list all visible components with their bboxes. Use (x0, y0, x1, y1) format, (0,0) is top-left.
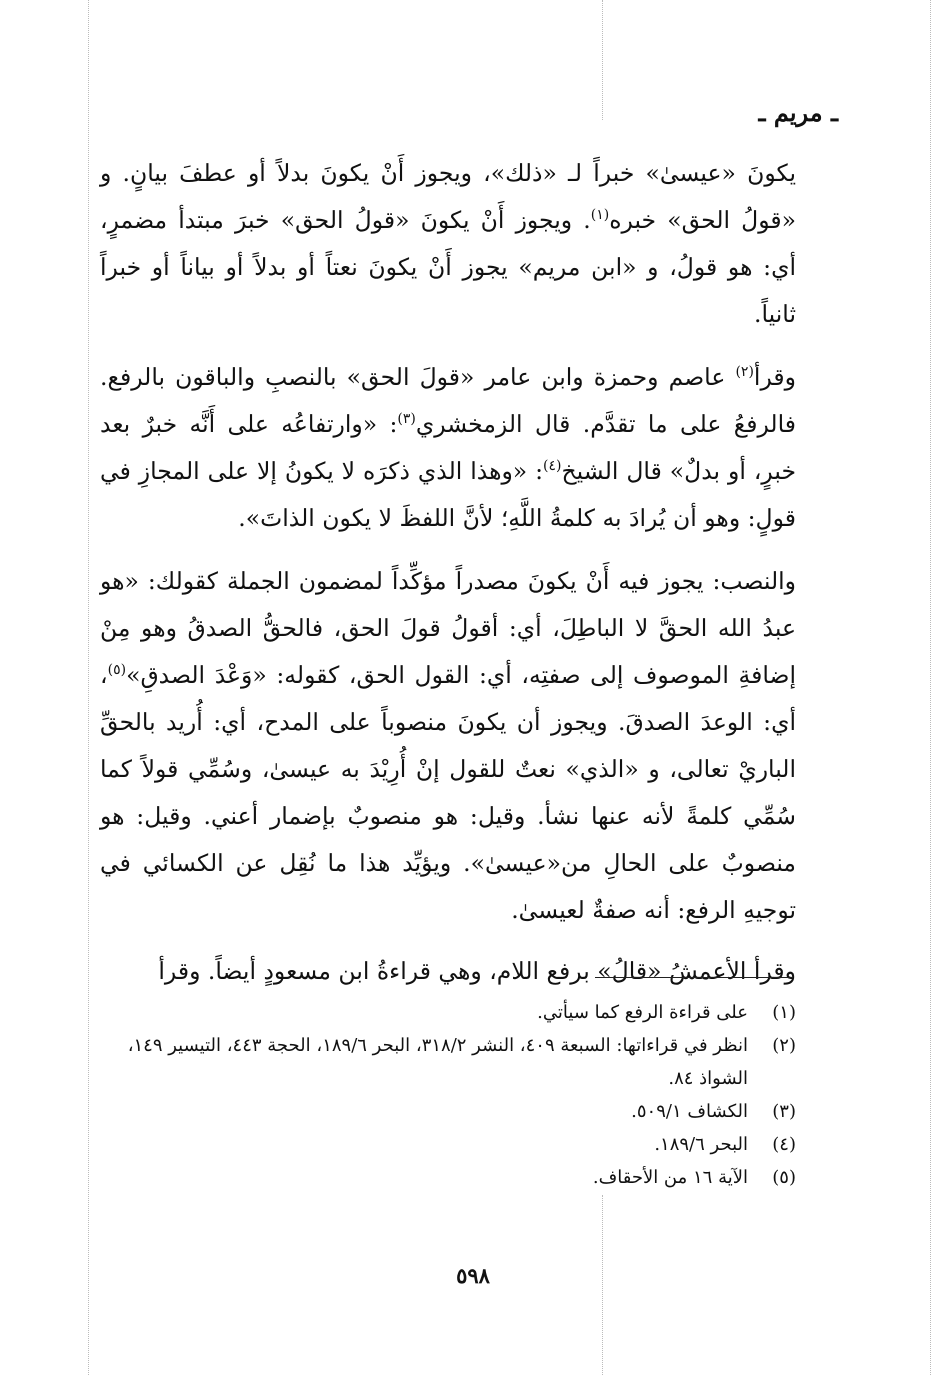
scan-guide-line (602, 0, 603, 120)
footnote-number: (٥) (772, 1167, 796, 1188)
paragraph (100, 150, 796, 338)
paragraph-text: : «وهذا الذي ذكرَه لا يكونُ إلا على المجازِ في قولٍ: وهو أن يُرادَ به كلمةُ اللَّهِ؛ لأنَّ اللفظَ لا يكون الذاتَ». (100, 457, 796, 532)
paragraph-text: وقرأ الأعمشُ «قالُ» برفع اللام، وهي قراءةُ ابن مسعودٍ أيضاً. وقرأ (158, 957, 796, 985)
footnote-text: البحر ١٨٩/٦. (654, 1134, 748, 1155)
footnote-item (100, 996, 796, 1029)
scan-guide-line (930, 0, 931, 1375)
footnote-number: (٤) (772, 1134, 796, 1155)
paragraph-text: عاصم وحمزة وابن عامر «قولَ الحق» بالنصبِ والباقون بالرفع. فالرفعُ على ما تقدَّم. قال الزمخشري (100, 363, 796, 438)
paragraph-text: . ويجوز أَنْ يكونَ «قولُ الحق» خبرَ مبتدأ مضمرٍ، أي: هو قولُ، و «ابن مريم» يجوز أَنْ يكونَ نعتاً أو بدلاً أو بياناً أو خبراً ثانياً. (100, 206, 796, 328)
footnote-item (100, 1095, 796, 1128)
footnote-text: الكشاف ٥٠٩/١. (631, 1101, 748, 1122)
paragraph-text: يكونَ «عيسىٰ» خبراً لـ «ذلك»، ويجوز أَنْ يكونَ بدلاً أو عطفَ بيانٍ. و «قولُ الحق» خبره (100, 159, 796, 234)
footnote-text: على قراءة الرفع كما سيأتي. (537, 1002, 748, 1023)
footnote-number: (٣) (772, 1101, 796, 1122)
paragraph-text: ، أي: الوعدَ الصدقَ. ويجوز أن يكونَ منصوباً على المدح، أي: أُريد بالحقِّ الباريْ تعالى، و «الذي» نعتٌ للقول إنْ أُرِيْدَ به عيسىٰ، وسُمِّي قولاً كما سُمِّي كلمةً لأنه عنها نشأ. وقيل: هو منصوبٌ بإضمار أعني. وقيل: هو منصوبٌ على الحالِ من«عيسىٰ». ويؤيِّد هذا ما نُقِل عن الكسائي في توجيهِ الرفع: أنه صفةٌ لعيسىٰ. (100, 661, 796, 924)
page-number: ٥٩٨ (456, 1263, 490, 1288)
footnote-item (100, 1128, 796, 1161)
running-header: ـ مريم ـ (758, 98, 838, 127)
paragraph (100, 354, 796, 542)
footnote-number: (١) (772, 1002, 796, 1023)
scan-guide-line (88, 0, 89, 1375)
footnote-separator (595, 977, 793, 978)
footnote-item (100, 1029, 796, 1095)
footnote-item (100, 1161, 796, 1194)
footnote-ref[interactable]: (٤) (543, 458, 562, 475)
paragraph-text: : «وارتفاعُه على أَنَّه خبرٌ بعد خبرٍ، أو بدلٌ» قال الشيخ (100, 410, 796, 485)
paragraph (100, 948, 796, 995)
footnote-number: (٢) (772, 1035, 796, 1056)
footnote-ref[interactable]: (٣) (397, 411, 416, 428)
footnote-ref[interactable]: (٢) (735, 364, 754, 381)
footnote-ref[interactable]: (١) (590, 207, 610, 224)
footnote-ref[interactable]: (٥) (107, 662, 127, 679)
paragraph-text: وقرأ (753, 363, 796, 391)
footnotes (100, 996, 796, 1194)
footnote-text: انظر في قراءاتها: السبعة ٤٠٩، النشر ٣١٨/٢، البحر ١٨٩/٦، الحجة ٤٤٣، التيسير ١٤٩، الشواذ ٨٤. (127, 1035, 748, 1089)
footnote-text: الآية ١٦ من الأحقاف. (592, 1167, 748, 1188)
paragraph (100, 558, 796, 934)
paragraph-text: والنصب: يجوز فيه أَنْ يكونَ مصدراً مؤكِّداً لمضمون الجملة كقولك: «هو عبدُ الله الحقَّ لا الباطِلَ، أي: أقولُ قولَ الحق، فالحقُّ الصدقُ وهو مِنْ إضافةِ الموصوف إلى صفتِه، أي: القول الحق، كقوله: «وَعْدَ الصدقِ» (100, 567, 796, 689)
main-text (100, 150, 796, 995)
